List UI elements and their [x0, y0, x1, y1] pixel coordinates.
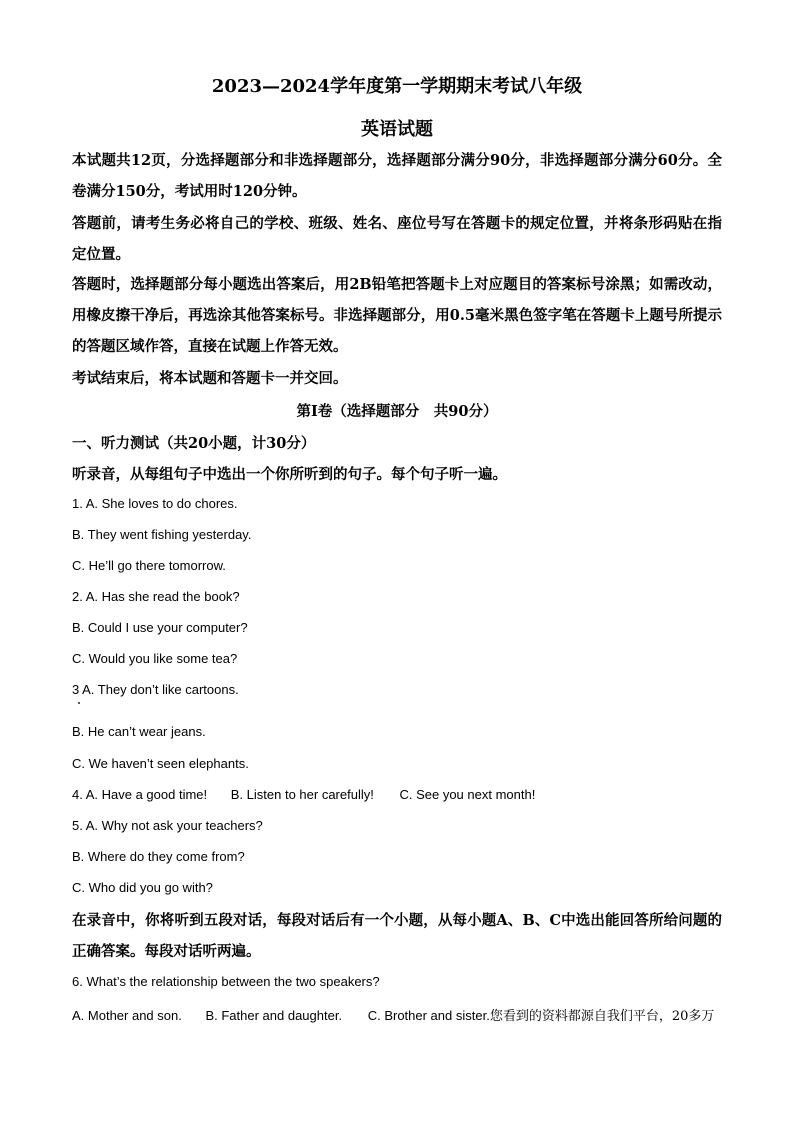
instruction-2: 答题前，请考生务必将自己的学校、班级、姓名、座位号写在答题卡的规定位置，并将条形码贴在指定位置。 — [72, 215, 722, 263]
instruction-3: 答题时，选择题部分每小题选出答案后，用2B铅笔把答题卡上对应题目的答案标号涂黑；如需改动，用橡皮擦干净后，再选涂其他答案标号。非选择题部分，用0.5毫米黑色签字笔在答题卡上题号所提示的答题区域作答，直接在试题上作答无效。 — [72, 276, 722, 355]
section2-direction: 在录音中，你将听到五段对话，每段对话后有一个小题，从每小题A、B、C中选出能回答所给问题的正确答案。每段对话听两遍。 — [72, 912, 722, 960]
q2-option-c: C. Would you like some tea? — [72, 651, 238, 666]
q6-question: 6. What’s the relationship between the two speakers? — [72, 974, 380, 989]
q5-option-c: C. Who did you go with? — [72, 880, 213, 895]
q1-option-b: B. They went fishing yesterday. — [72, 527, 252, 542]
q2-option-b: B. Could I use your computer? — [72, 620, 248, 635]
volume-heading: 第Ⅰ卷（选择题部分 共90分） — [296, 403, 498, 420]
q1-option-a: 1. A. She loves to do chores. — [72, 496, 238, 511]
q6-option-c: C. Brother and sister. — [367, 1008, 490, 1023]
instruction-1: 本试题共12页，分选择题部分和非选择题部分，选择题部分满分90分，非选择题部分满分60分。全卷满分150分，考试用时120分钟。 — [72, 152, 722, 200]
q6-option-a: A. Mother and son. — [72, 1008, 182, 1023]
q4-option-b: B. Listen to her carefully! — [230, 787, 374, 802]
q1-option-c: C. He’ll go there tomorrow. — [72, 558, 226, 573]
q3-option-b: B. He can’t wear jeans. — [72, 724, 206, 739]
part-direction: 听录音，从每组句子中选出一个你所听到的句子。每个句子听一遍。 — [72, 466, 507, 483]
q6-options — [72, 1005, 714, 1024]
q5-option-a: 5. A. Why not ask your teachers? — [72, 818, 263, 833]
instruction-4: 考试结束后，将本试题和答题卡一并交回。 — [72, 370, 348, 387]
exam-title: 2023—2024学年度第一学期期末考试八年级 — [211, 76, 583, 97]
exam-subtitle: 英语试题 — [361, 119, 433, 140]
q5-option-b: B. Where do they come from? — [72, 849, 245, 864]
q3-option-a: 3 A. They don’t like cartoons. — [72, 682, 239, 697]
q4-options — [72, 787, 535, 802]
stray-dot — [78, 702, 80, 704]
q6-option-b: B. Father and daughter. — [205, 1008, 343, 1023]
q4-option-c: C. See you next month! — [399, 787, 536, 802]
q2-option-a: 2. A. Has she read the book? — [72, 589, 240, 604]
q3-option-c: C. We haven’t seen elephants. — [72, 756, 249, 771]
q4-option-a: 4. A. Have a good time! — [72, 787, 208, 802]
part-heading: 一、听力测试（共20小题，计30分） — [72, 435, 316, 452]
watermark-text: 您看到的资料都源自我们平台，20多万 — [489, 1009, 715, 1024]
